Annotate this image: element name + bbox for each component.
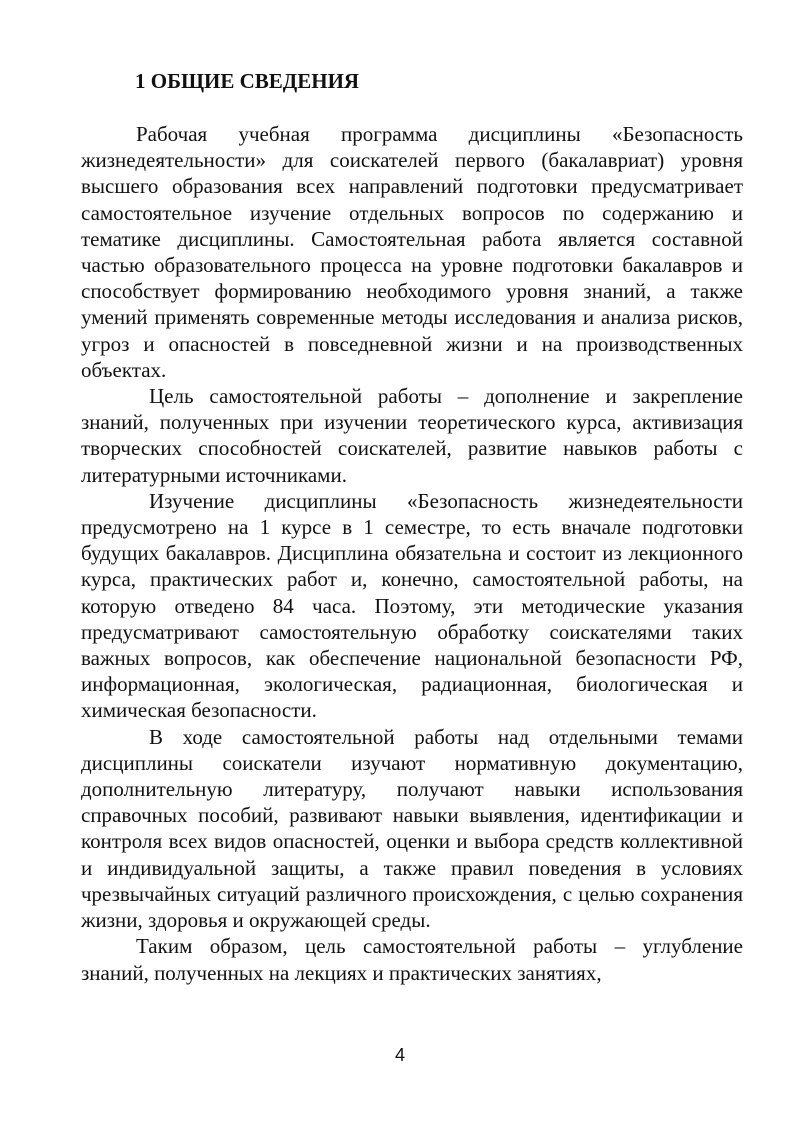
paragraph-goal: Цель самостоятельной работы – дополнение и закрепление знаний, полученных при изучении теоретического курса, активизация творческих способностей соискателей, развитие навыков работы с литературными источниками. xyxy=(81,384,743,487)
page-number: 4 xyxy=(394,1045,405,1065)
paragraph-study-schedule: Изучение дисциплины «Безопасность жизнедеятельности предусмотрено на 1 курсе в 1 семестре, то есть вначале подготовки будущих бакалавров. Дисциплина обязательна и состоит из лекционного курса, практических работ и, конечно, самостоятельной работы, на которую отведено 84 часа. Поэтому, эти методические указания предусматривают самостоятельную обработку соискателями таких важных вопросов, как обеспечение национальной безопасности РФ, информационная, экологическая, радиационная, биологическая и химическая безопасности. xyxy=(81,488,743,723)
section-heading: 1 ОБЩИЕ СВЕДЕНИЯ xyxy=(135,69,360,93)
paragraph-independent-work: В ходе самостоятельной работы над отдельными темами дисциплины соискатели изучают нормативную документацию, дополнительную литературу, получают навыки использования справочных пособий, развивают навыки выявления, идентификации и контроля всех видов опасностей, оценки и выбора средств коллективной и индивидуальной защиты, а также правил поведения в условиях чрезвычайных ситуаций различного происхождения, с целью сохранения жизни, здоровья и окружающей среды. xyxy=(81,724,743,933)
paragraph-conclusion: Таким образом, цель самостоятельной работы – углубление знаний, полученных на лекциях и практических занятиях, xyxy=(81,934,743,985)
paragraph-intro: Рабочая учебная программа дисциплины «Безопасность жизнедеятельности» для соискателей первого (бакалавриат) уровня высшего образования всех направлений подготовки предусматривает самостоятельное изучение отдельных вопросов по содержанию и тематике дисциплины. Самостоятельная работа является составной частью образовательного процесса на уровне подготовки бакалавров и способствует формированию необходимого уровня знаний, а также умений применять современные методы исследования и анализа рисков, угроз и опасностей в повседневной жизни и на производственных объектах. xyxy=(81,122,743,382)
body-text xyxy=(81,121,743,986)
